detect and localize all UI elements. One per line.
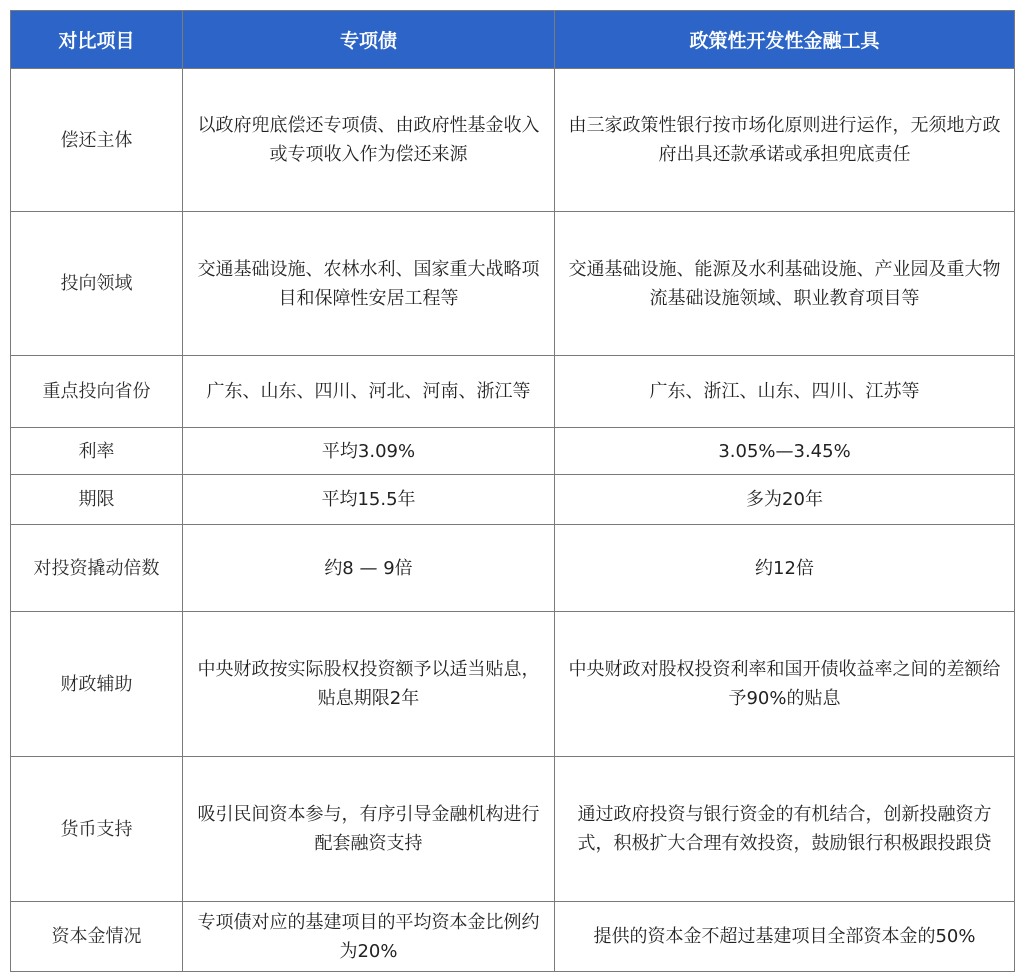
row-item-label: 重点投向省份 bbox=[11, 356, 183, 428]
special-bond-cell: 平均3.09% bbox=[183, 428, 555, 475]
policy-tool-cell: 提供的资本金不超过基建项目全部资本金的50% bbox=[555, 902, 1015, 972]
special-bond-cell: 交通基础设施、农林水利、国家重大战略项目和保障性安居工程等 bbox=[183, 212, 555, 356]
table-row bbox=[11, 428, 1015, 475]
special-bond-cell: 中央财政按实际股权投资额予以适当贴息，贴息期限2年 bbox=[183, 612, 555, 757]
special-bond-cell: 广东、山东、四川、河北、河南、浙江等 bbox=[183, 356, 555, 428]
row-item-label: 利率 bbox=[11, 428, 183, 475]
table-row bbox=[11, 902, 1015, 972]
table-row bbox=[11, 212, 1015, 356]
special-bond-cell: 约8 — 9倍 bbox=[183, 525, 555, 612]
row-item-label: 资本金情况 bbox=[11, 902, 183, 972]
row-item-label: 货币支持 bbox=[11, 757, 183, 902]
row-item-label: 财政辅助 bbox=[11, 612, 183, 757]
special-bond-cell: 吸引民间资本参与，有序引导金融机构进行配套融资支持 bbox=[183, 757, 555, 902]
special-bond-cell: 平均15.5年 bbox=[183, 475, 555, 525]
table-row bbox=[11, 757, 1015, 902]
table-row bbox=[11, 525, 1015, 612]
policy-tool-cell: 交通基础设施、能源及水利基础设施、产业园及重大物流基础设施领域、职业教育项目等 bbox=[555, 212, 1015, 356]
policy-tool-cell: 多为20年 bbox=[555, 475, 1015, 525]
row-item-label: 投向领域 bbox=[11, 212, 183, 356]
policy-tool-cell: 约12倍 bbox=[555, 525, 1015, 612]
header-special-bond: 专项债 bbox=[183, 11, 555, 69]
special-bond-cell: 以政府兜底偿还专项债、由政府性基金收入或专项收入作为偿还来源 bbox=[183, 69, 555, 212]
row-item-label: 对投资撬动倍数 bbox=[11, 525, 183, 612]
header-item: 对比项目 bbox=[11, 11, 183, 69]
row-item-label: 偿还主体 bbox=[11, 69, 183, 212]
table-row bbox=[11, 612, 1015, 757]
table-row bbox=[11, 69, 1015, 212]
policy-tool-cell: 广东、浙江、山东、四川、江苏等 bbox=[555, 356, 1015, 428]
policy-tool-cell: 中央财政对股权投资利率和国开债收益率之间的差额给予90%的贴息 bbox=[555, 612, 1015, 757]
policy-tool-cell: 由三家政策性银行按市场化原则进行运作，无须地方政府出具还款承诺或承担兜底责任 bbox=[555, 69, 1015, 212]
special-bond-cell: 专项债对应的基建项目的平均资本金比例约为20% bbox=[183, 902, 555, 972]
comparison-table bbox=[10, 10, 1015, 972]
table-row bbox=[11, 475, 1015, 525]
header-policy-tool: 政策性开发性金融工具 bbox=[555, 11, 1015, 69]
table-row bbox=[11, 356, 1015, 428]
table-header-row bbox=[11, 11, 1015, 69]
row-item-label: 期限 bbox=[11, 475, 183, 525]
policy-tool-cell: 3.05%—3.45% bbox=[555, 428, 1015, 475]
policy-tool-cell: 通过政府投资与银行资金的有机结合，创新投融资方式，积极扩大合理有效投资，鼓励银行积极跟投跟贷 bbox=[555, 757, 1015, 902]
